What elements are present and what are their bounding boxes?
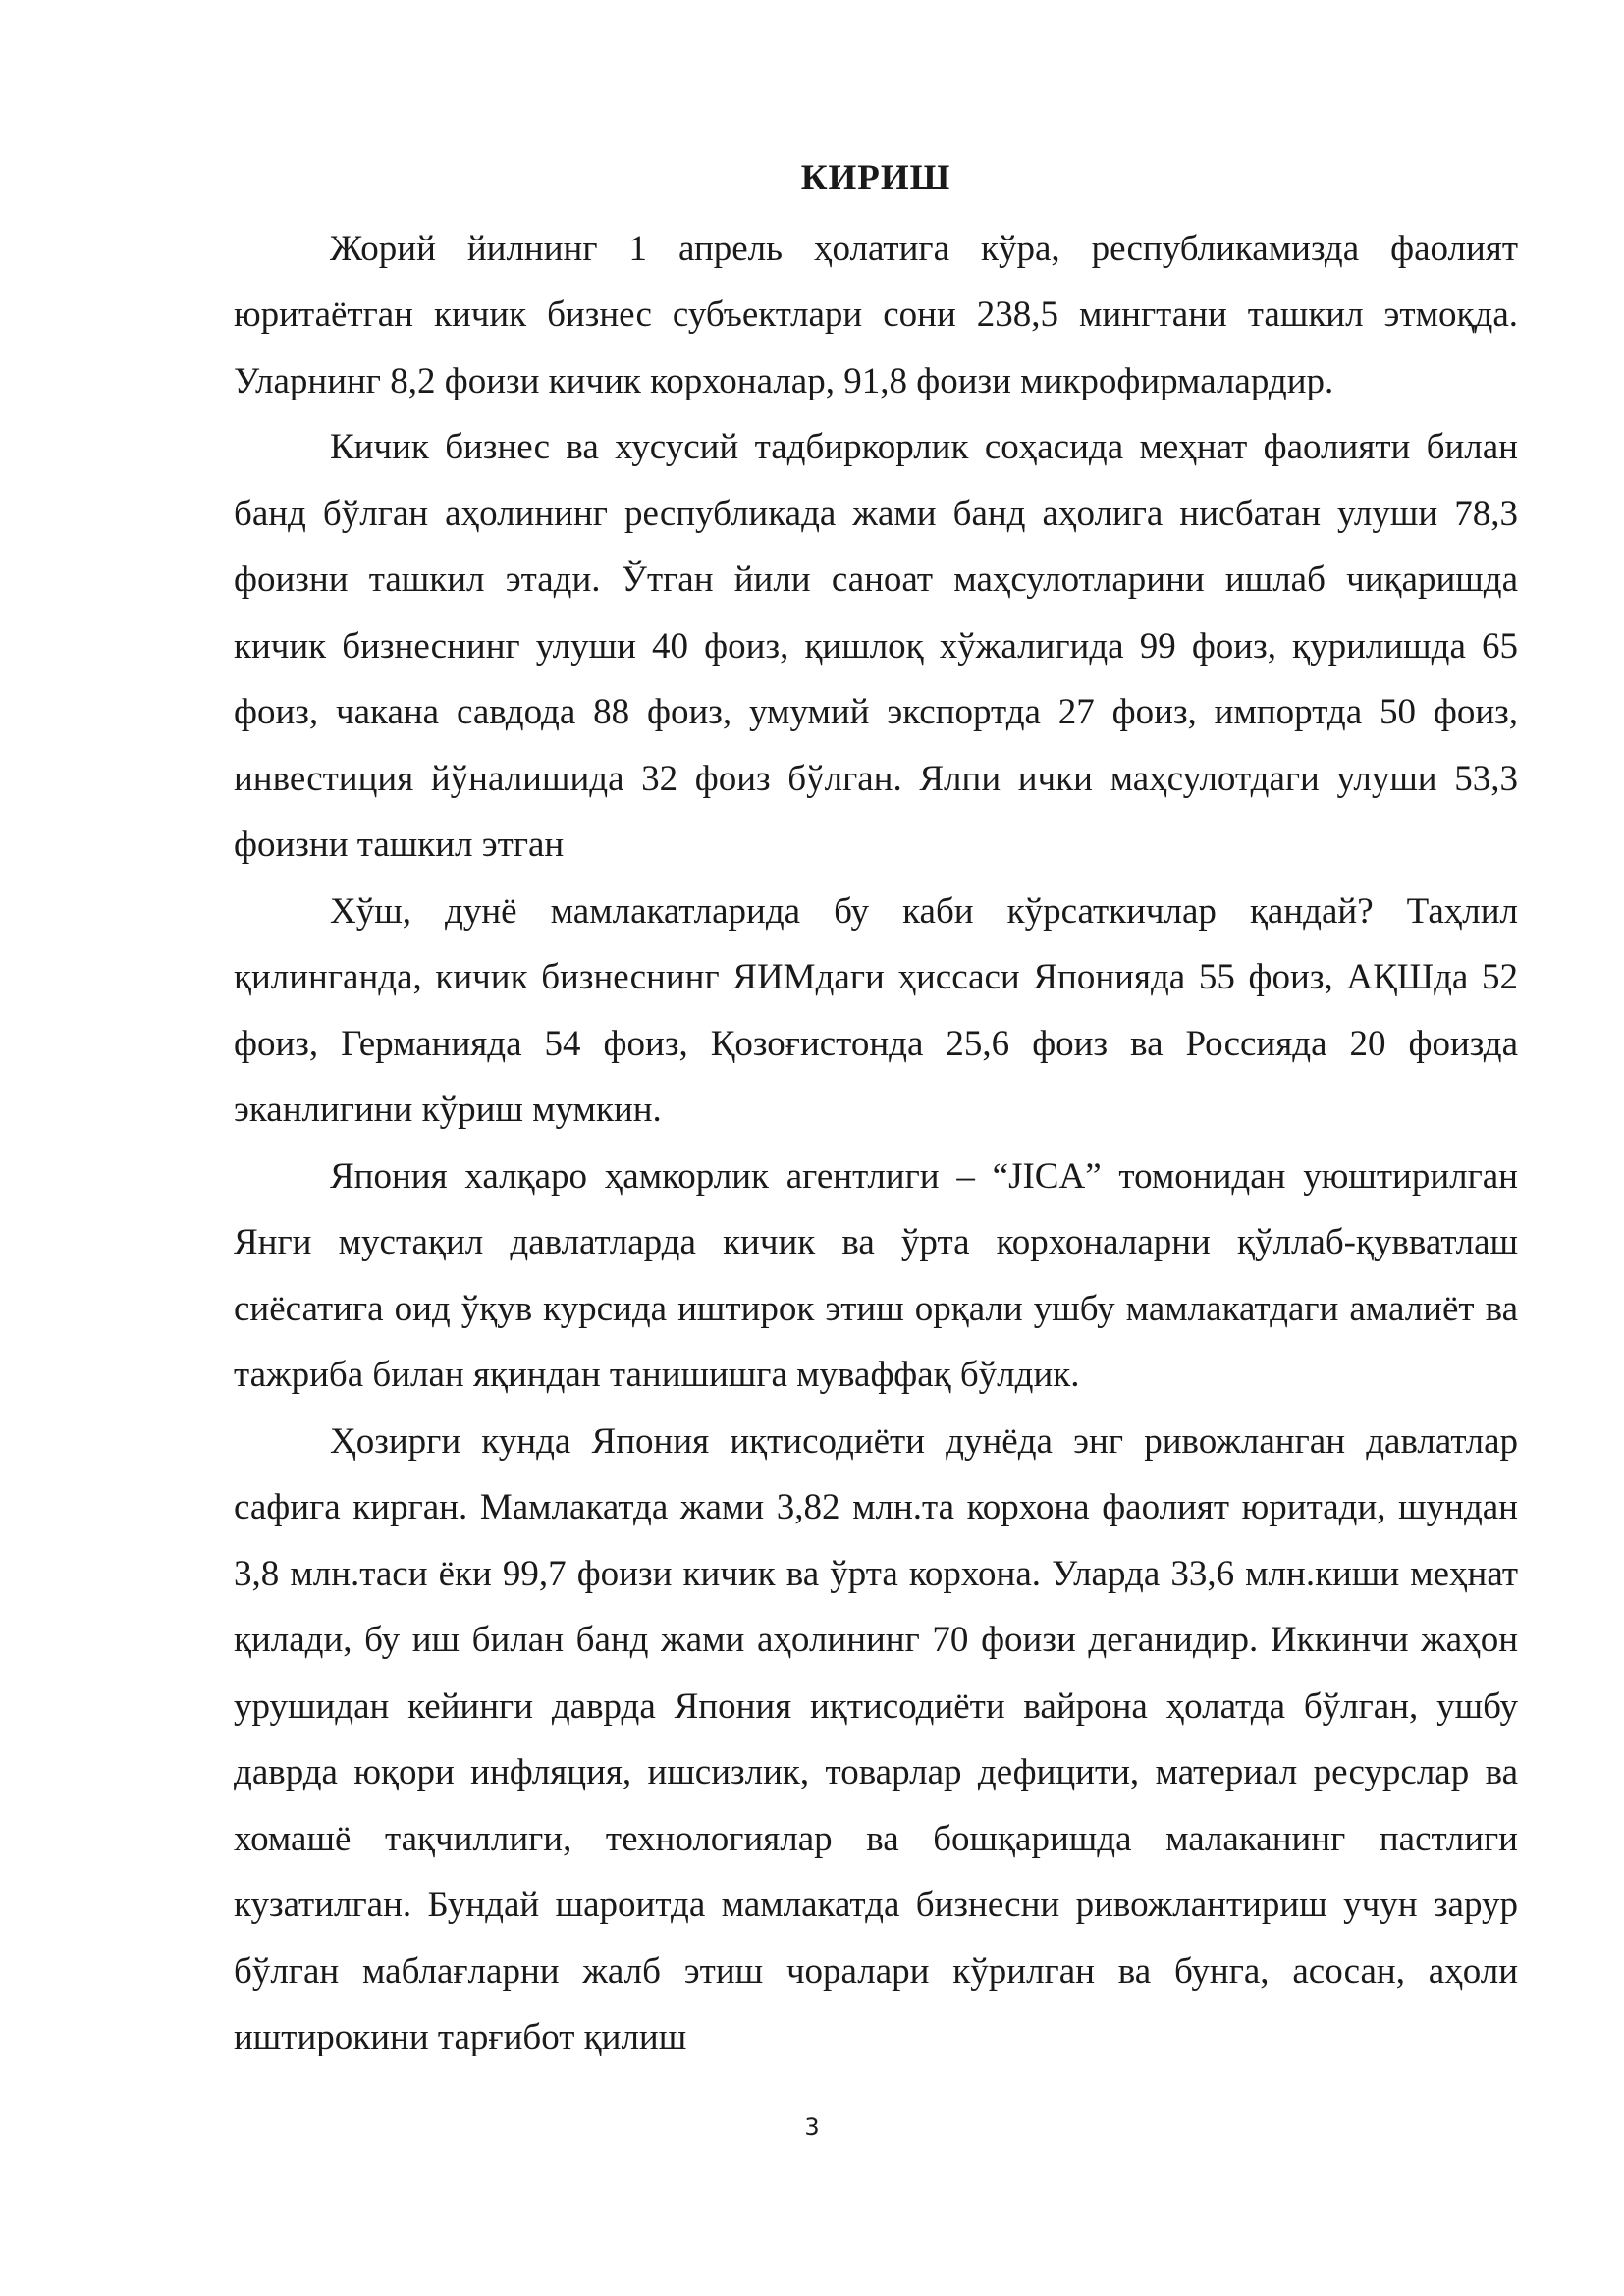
page-content bbox=[234, 145, 1518, 2071]
paragraph-5: Ҳозирги кунда Япония иқтисодиёти дунёда энг ривожланган давлатлар сафига кирган. Мамлакатда жами 3,82 млн.та корхона фаолият юритади, шундан 3,8 млн.таси ёки 99,7 фоизи кичик ва ўрта корхона. Уларда 33,6 млн.киши меҳнат қилади, бу иш билан банд жами аҳолининг 70 фоизи деганидир. Иккинчи жаҳон урушидан кейинги даврда Япония иқтисодиёти вайрона ҳолатда бўлган, ушбу даврда юқори инфляция, ишсизлик, товарлар дефицити, материал ресурслар ва хомашё тақчиллиги, технологиялар ва бошқаришда малаканинг пастлиги кузатилган. Бундай шароитда мамлакатда бизнесни ривожлантириш учун зарур бўлган маблағларни жалб этиш чоралари кўрилган ва бунга, асосан, аҳоли иштирокини тарғибот қилиш bbox=[234, 1420, 1518, 2057]
paragraph-2: Кичик бизнес ва хусусий тадбиркорлик соҳасида меҳнат фаолияти билан банд бўлган аҳолининг республикада жами банд аҳолига нисбатан улуши 78,3 фоизни ташкил этади. Ўтган йили саноат маҳсулотларини ишлаб чиқаришда кичик бизнеснинг улуши 40 фоиз, қишлоқ хўжалигида 99 фоиз, қурилишда 65 фоиз, чакана савдода 88 фоиз, умумий экспортда 27 фоиз, импортда 50 фоиз, инвестиция йўналишида 32 фоиз бўлган. Ялпи ички маҳсулотдаги улуши 53,3 фоизни ташкил этган bbox=[234, 427, 1518, 865]
page-number: 3 bbox=[804, 2113, 820, 2141]
paragraph-3: Хўш, дунё мамлакатларида бу каби кўрсаткичлар қандай? Таҳлил қилинганда, кичик бизнеснинг ЯИМдаги ҳиссаси Японияда 55 фоиз, АҚШда 52 фоиз, Германияда 54 фоиз, Қозоғистонда 25,6 фоиз ва Россияда 20 фоизда эканлигини кўриш мумкин. bbox=[234, 890, 1518, 1130]
section-title: КИРИШ bbox=[800, 158, 951, 198]
paragraph-1: Жорий йилнинг 1 апрель ҳолатига кўра, республикамизда фаолият юритаётган кичик бизнес субъектлари сони 238,5 мингтани ташкил этмоқда. Уларнинг 8,2 фоизи кичик корхоналар, 91,8 фоизи микрофирмалардир. bbox=[234, 228, 1518, 401]
paragraph-4: Япония халқаро ҳамкорлик агентлиги – “JICA” томонидан уюштирилган Янги мустақил давлатларда кичик ва ўрта корхоналарни қўллаб-қувватлаш сиёсатига оид ўқув курсида иштирок этиш орқали ушбу мамлакатдаги амалиёт ва тажриба билан яқиндан танишишга муваффақ бўлдик. bbox=[234, 1155, 1518, 1395]
